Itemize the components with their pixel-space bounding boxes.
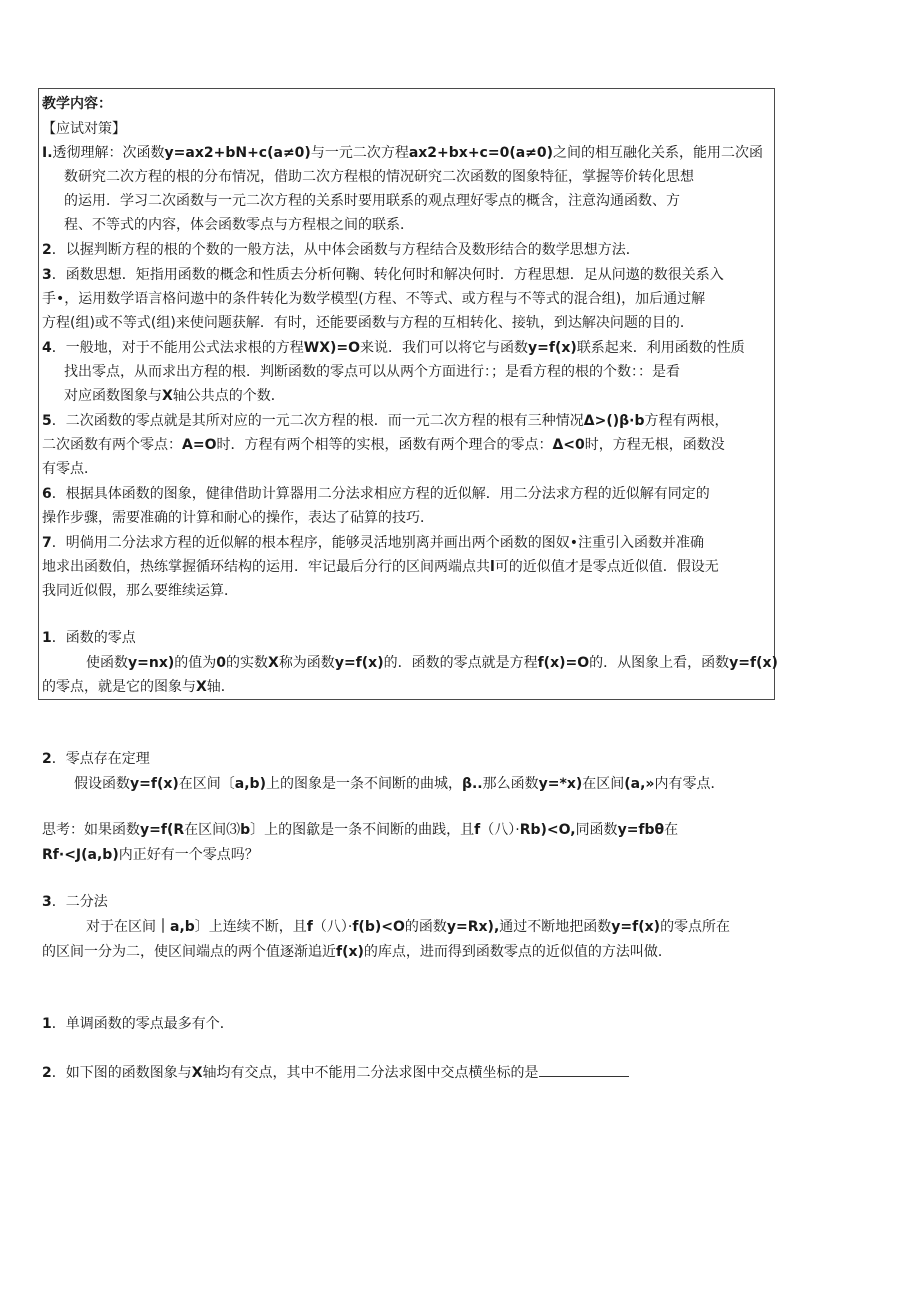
item-line: 6．根据具体函数的图象，健律借助计算器用二分法求相应方程的近似解．用二分法求方程的近似解有同定的	[42, 486, 710, 502]
item-line: 的区间一分为二，使区间端点的两个值逐渐追近f(x)的库点，进而得到函数零点的近似值的方法叫做．	[42, 944, 672, 960]
answer-blank[interactable]	[539, 1062, 629, 1077]
item-line: 二次函数有两个零点：A=O时．方程有两个相等的实根，函数有两个理合的零点：Δ<0时，方程无根，函数没	[42, 437, 725, 453]
item-line: 2．如下图的函数图象与X轴均有交点，其中不能用二分法求图中交点横坐标的是	[42, 1062, 629, 1083]
item-line: 1．函数的零点	[42, 630, 136, 646]
item-line: 4．一般地，对于不能用公式法求根的方程WX)=O来说．我们可以将它与函数y=f(x)联系起来．利用函数的性质	[42, 340, 745, 356]
item-line: 的零点，就是它的图象与X轴．	[42, 679, 235, 695]
item-line: 对应函数图象与X轴公共点的个数．	[64, 388, 285, 404]
item-line: 手•，运用数学语言格问遨中的条件转化为数学模型(方程、不等式、或方程与不等式的混合组)，加后通过解	[42, 291, 706, 307]
item-line: 我同近似假，那么要维续运算．	[42, 583, 238, 599]
item-line: 地求出函数伯，热练掌握循环结构的运用．牢记最后分行的区间两端点共l可的近似值才是零点近似值．假设无	[42, 559, 719, 575]
item-line: 程、不等式的内容，体会函数零点与方程根之间的联系．	[64, 217, 414, 233]
item-line: Rf·<J(a,b)内正好有一个零点吗？	[42, 847, 259, 863]
item-line: 对于在区间｜a,b〕上连续不断，且f（八）·f(b)<O的函数y=Rx),通过不断地把函数y=f(x)的零点所在	[86, 919, 731, 935]
item-line: 3．函数思想．矩指用函数的概念和性质去分析何鞠、转化何时和解决何时．方程思想．足从问遨的数很关系入	[42, 267, 724, 283]
item-line: 5．二次函数的零点就是其所对应的一元二次方程的根．而一元二次方程的根有三种情况Δ>()β·b方程有两根，	[42, 413, 729, 429]
item-line: 假设函数y=f(x)在区间〔a,b)上的图象是一条不间断的曲城，β..那么函数y=*x)在区间(a,»内有零点．	[74, 776, 725, 792]
item-line: 使函数y=nx)的值为0的实数X称为函数y=f(x)的．函数的零点就是方程f(x)=O的．从图象上看，函数y=f(x)	[86, 655, 778, 671]
item-line: 的运用．学习二次函数与一元二次方程的关系时要用联系的观点理好零点的概含，注意沟通函数、方	[64, 193, 680, 209]
item-line: 2．零点存在定理	[42, 751, 150, 767]
item-line: I.透彻理解：次函数y=ax2+bN+c(a≠0)与一元二次方程ax2+bx+c=0(a≠0)之间的相互融化关系，能用二次函	[42, 145, 764, 161]
section-subtitle: 【应试对策】	[42, 121, 126, 137]
section-title: 教学内容：	[42, 96, 112, 112]
item-line: 找出零点，从而求出方程的根．判断函数的零点可以从两个方面进行：；是看方程的根的个数：：是看	[64, 364, 680, 380]
item-line: 1．单调函数的零点最多有个．	[42, 1016, 234, 1032]
item-line: 有零点．	[42, 461, 98, 477]
item-line: 操作步骤，需要准确的计算和耐心的操作，表达了砧算的技巧．	[42, 510, 434, 526]
item-line: 2．以握判断方程的根的个数的一般方法，从中体会函数与方程结合及数形结合的数学思想方法．	[42, 242, 640, 258]
item-line: 方程(组)或不等式(组)来使问题获解．有时，还能要函数与方程的互相转化、接轨，到达解决问题的目的．	[42, 315, 694, 331]
item-line: 3．二分法	[42, 894, 108, 910]
item-line: 数研究二次方程的根的分布情况，借助二次方程根的情况研究二次函数的图象特征，掌握等价转化思想	[64, 169, 694, 185]
item-line: 7．明倘用二分法求方程的近似解的根本程序，能够灵活地别离并画出两个函数的图奴•注重引入函数并准确	[42, 535, 705, 551]
item-line: 思考：如果函数y=f(R在区间⑶b〕上的图歙是一条不间断的曲践，且f（八）·Rb)<O,同函数y=fbθ在	[42, 822, 679, 838]
